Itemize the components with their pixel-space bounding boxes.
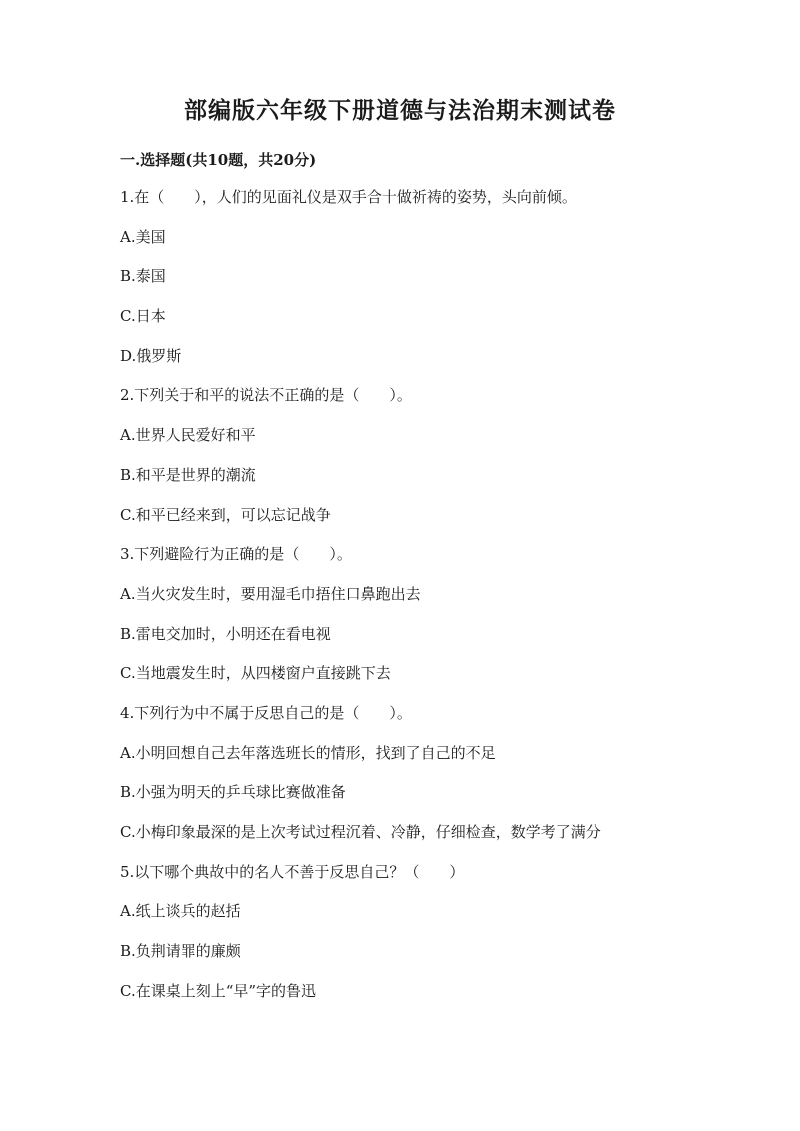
question-stem-1: 1.在（ ），人们的见面礼仪是双手合十做祈祷的姿势，头向前倾。 bbox=[120, 188, 577, 206]
question-4-option-b: B.小强为明天的乒乓球比赛做准备 bbox=[120, 783, 346, 802]
question-1-option-b: B.泰国 bbox=[120, 267, 166, 286]
question-stem-2: 2.下列关于和平的说法不正确的是（ ）。 bbox=[120, 386, 412, 405]
question-2-option-a: A.世界人民爱好和平 bbox=[120, 426, 256, 445]
document-title: 部编版六年级下册道德与法治期末测试卷 bbox=[184, 97, 616, 124]
question-5-option-a: A.纸上谈兵的赵括 bbox=[120, 902, 241, 921]
question-stem-3: 3.下列避险行为正确的是（ ）。 bbox=[120, 545, 352, 564]
question-1-option-c: C.日本 bbox=[120, 307, 166, 326]
question-5-option-c: C.在课桌上刻上“早”字的鲁迅 bbox=[120, 981, 317, 1000]
question-4-option-c: C.小梅印象最深的是上次考试过程沉着、冷静，仔细检查，数学考了满分 bbox=[120, 823, 601, 841]
question-3-option-b: B.雷电交加时，小明还在看电视 bbox=[120, 624, 331, 643]
question-stem-5: 5.以下哪个典故中的名人不善于反思自己？（ ） bbox=[120, 862, 465, 881]
question-list bbox=[120, 186, 680, 1019]
question-5-option-b: B.负荆请罪的廉颇 bbox=[120, 942, 241, 961]
question-2-option-c: C.和平已经来到，可以忘记战争 bbox=[120, 505, 331, 524]
section-heading: 一.选择题(共10题，共20分) bbox=[120, 151, 317, 169]
question-stem-4: 4.下列行为中不属于反思自己的是（ ）。 bbox=[120, 703, 412, 722]
question-3-option-a: A.当火灾发生时，要用湿毛巾捂住口鼻跑出去 bbox=[120, 584, 421, 603]
question-1-option-a: A.美国 bbox=[120, 227, 166, 246]
question-2-option-b: B.和平是世界的潮流 bbox=[120, 465, 256, 484]
question-3-option-c: C.当地震发生时，从四楼窗户直接跳下去 bbox=[120, 664, 391, 683]
question-1-option-d: D.俄罗斯 bbox=[120, 346, 182, 365]
question-4-option-a: A.小明回想自己去年落选班长的情形，找到了自己的不足 bbox=[120, 743, 496, 762]
